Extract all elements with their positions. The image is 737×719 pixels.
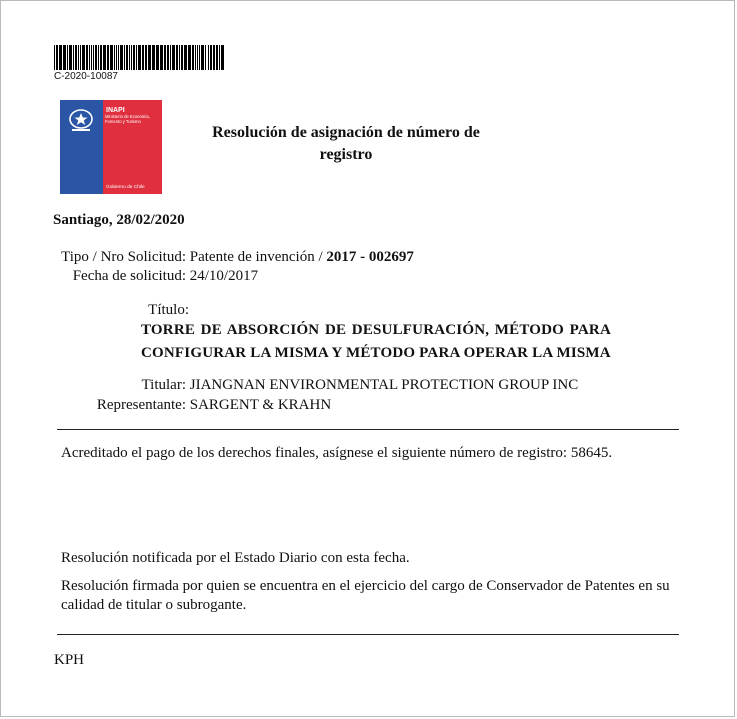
tipo-label: Tipo / Nro Solicitud: bbox=[61, 249, 186, 265]
titular-row bbox=[54, 377, 578, 394]
titular-label: Titular: bbox=[141, 377, 186, 393]
initials: KPH bbox=[54, 652, 85, 668]
firmada-text: Resolución firmada por quien se encuentra en el ejercicio del cargo de Conservador de Patentes en su calidad de titular o subrogante. bbox=[61, 578, 670, 613]
logo-org-text: INAPI bbox=[106, 107, 125, 114]
titulo-row bbox=[141, 302, 661, 365]
fecha-label: Fecha de solicitud: bbox=[72, 268, 186, 284]
logo-government-text: Gobierno de Chile bbox=[106, 185, 145, 190]
barcode-code: C-2020-10087 bbox=[54, 71, 118, 82]
barcode bbox=[54, 45, 226, 70]
tipo-value: Patente de invención / bbox=[189, 249, 323, 265]
divider-bottom bbox=[57, 634, 679, 635]
titulo-label: Título: bbox=[148, 302, 189, 318]
place-date: Santiago, 28/02/2020 bbox=[53, 212, 185, 228]
notificada-text: Resolución notificada por el Estado Diario con esta fecha. bbox=[61, 550, 410, 566]
tipo-row bbox=[54, 249, 414, 266]
titulo-value: TORRE DE ABSORCIÓN DE DESULFURACIÓN, MÉTODO PARA CONFIGURAR LA MISMA Y MÉTODO PARA OPERAR LA MISMA bbox=[141, 322, 611, 361]
acreditado-text: Acreditado el pago de los derechos finales, asígnese el siguiente número de registro: 58645. bbox=[61, 445, 613, 461]
titular-value: JIANGNAN ENVIRONMENTAL PROTECTION GROUP INC bbox=[189, 377, 579, 393]
representante-value: SARGENT & KRAHN bbox=[189, 397, 332, 413]
document-title: Resolución de asignación de número de registro bbox=[212, 124, 480, 163]
inapi-logo bbox=[60, 100, 162, 194]
logo-ministry-text: Ministerio de Economía, Fomento y Turismo bbox=[105, 114, 150, 124]
fecha-value: 24/10/2017 bbox=[189, 268, 259, 284]
nro-value: 2017 - 002697 bbox=[326, 249, 414, 265]
representante-row bbox=[54, 397, 331, 414]
fecha-row bbox=[54, 268, 258, 285]
representante-label: Representante: bbox=[96, 397, 186, 413]
divider-top bbox=[57, 429, 679, 430]
